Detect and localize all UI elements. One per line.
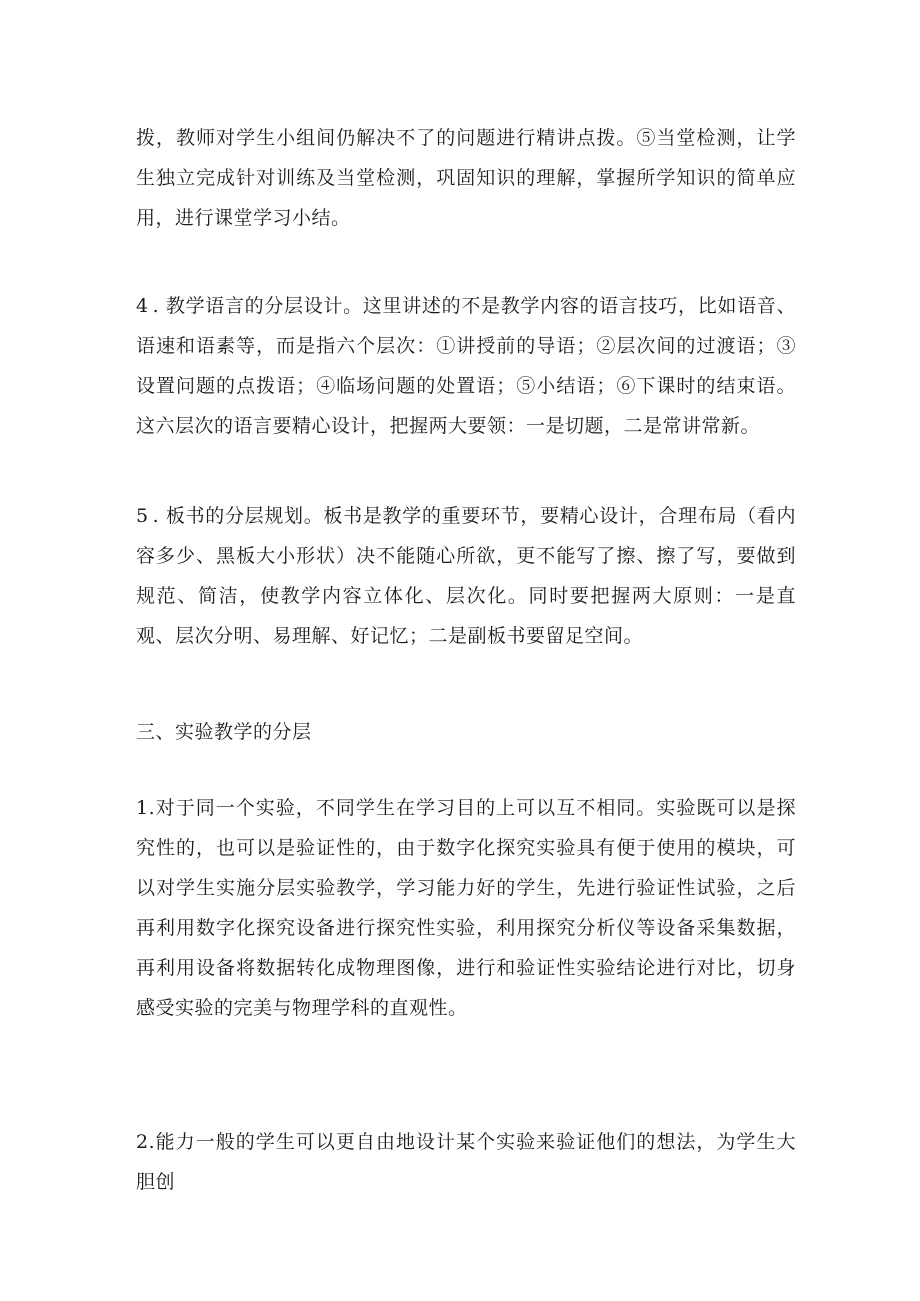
paragraph-number: 1.: [136, 797, 156, 819]
paragraph-number: 2.: [136, 1131, 156, 1153]
paragraph-text: . 教学语言的分层设计。这里讲述的不是教学内容的语言技巧，比如语音、语速和语素等，而是指六个层次：①讲授前的导语；②层次间的过渡语；③设置问题的点拨语；④临场问题的处置语；⑤小结语；⑥下课时的结束语。这六层次的语言要精心设计，把握两大要领：一是切题，二是常讲常新。: [136, 295, 796, 437]
paragraph-text: 对于同一个实验，不同学生在学习目的上可以互不相同。实验既可以是探究性的，也可以是验证性的，由于数字化探究实验具有便于使用的模块，可以对学生实施分层实验教学，学习能力好的学生，先进行验证性试验，之后再利用数字化探究设备进行探究性实验，利用探究分析仪等设备采集数据，再利用设备将数据转化成物理图像，进行和验证性实验结论进行对比，切身感受实验的完美与物理学科的直观性。: [136, 797, 796, 1019]
paragraph-experiment-1: [136, 788, 796, 1028]
paragraph-classroom-test: [136, 118, 796, 238]
paragraph-experiment-2: [136, 1122, 796, 1202]
section-heading: [136, 712, 796, 752]
paragraph-blackboard-writing: [136, 496, 796, 656]
paragraph-number: 5: [136, 505, 149, 527]
section-heading-text: 三、实验教学的分层: [136, 721, 312, 743]
paragraph-text: . 板书的分层规划。板书是教学的重要环节，要精心设计，合理布局（看内容多少、黑板大小形状）决不能随心所欲，更不能写了擦、擦了写，要做到规范、简洁，使教学内容立体化、层次化。同时要把握两大原则：一是直观、层次分明、易理解、好记忆；二是副板书要留足空间。: [136, 505, 796, 647]
paragraph-text: 拨，教师对学生小组间仍解决不了的问题进行精讲点拨。⑤当堂检测，让学生独立完成针对训练及当堂检测，巩固知识的理解，掌握所学知识的简单应用，进行课堂学习小结。: [136, 127, 796, 229]
paragraph-number: 4: [136, 295, 149, 317]
paragraph-text: 能力一般的学生可以更自由地设计某个实验来验证他们的想法，为学生大胆创: [136, 1131, 796, 1193]
paragraph-teaching-language: [136, 286, 796, 446]
